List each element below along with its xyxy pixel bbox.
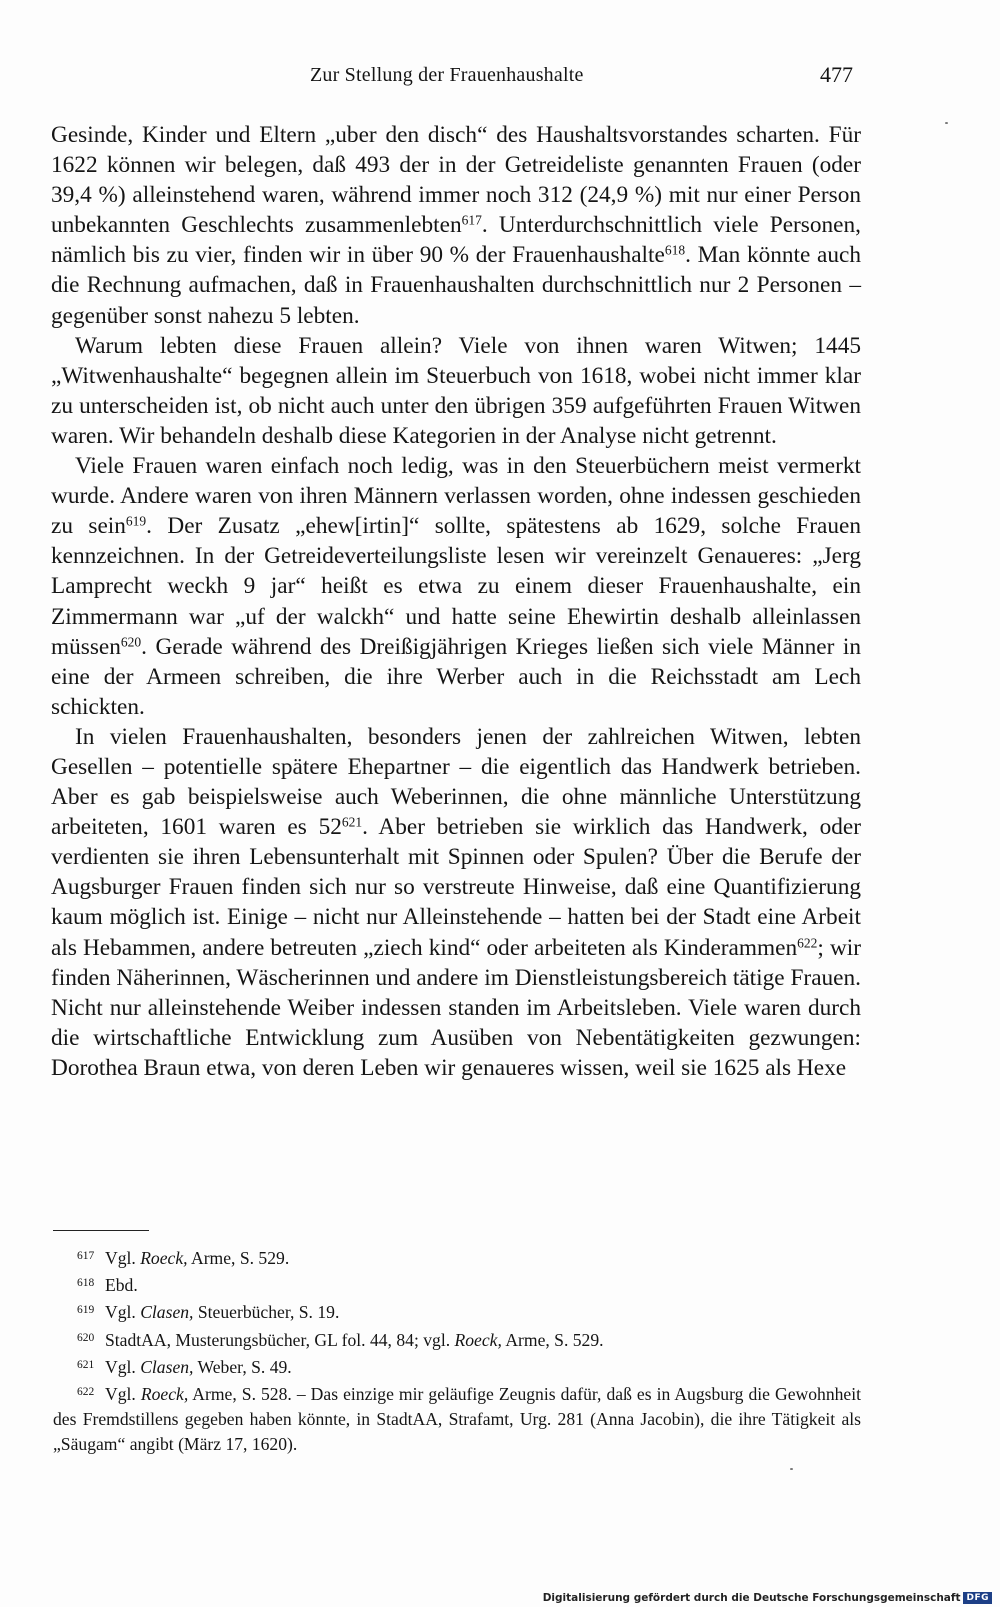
footnote-621: 621 Vgl. Clasen, Weber, S. 49. xyxy=(53,1353,861,1380)
paragraph-2: Warum lebten diese Frauen allein? Viele von ihnen waren Witwen; 1445 „Witwenhaushalte“ begegnen allein im Steuerbuch von 1618, wobei nicht immer klar zu unterscheiden ist, ob nicht auch unter den übrigen 359 aufgeführten Frauen Witwen waren. Wir behandeln deshalb diese Kategorien in der Analyse nicht getrennt. xyxy=(51,332,861,449)
footnotes xyxy=(53,1244,861,1458)
footnote-number: 618 xyxy=(77,1277,95,1290)
footnote-617: 617 Vgl. Roeck, Arme, S. 529. xyxy=(53,1244,861,1271)
running-head: Zur Stellung der Frauenhaushalte xyxy=(310,64,584,86)
footnote-number: 619 xyxy=(77,1304,95,1317)
footnote-ref-617[interactable]: 617 xyxy=(461,212,482,228)
footnote-separator xyxy=(53,1230,149,1231)
footnote-ref-620[interactable]: 620 xyxy=(120,634,142,650)
page-number: 477 xyxy=(820,62,853,87)
dfg-logo-icon: DFG xyxy=(963,1592,992,1604)
footnote-ref-621[interactable]: 621 xyxy=(341,814,363,830)
footnote-author: Roeck, xyxy=(454,1329,502,1350)
footnote-619: 619 Vgl. Clasen, Steuerbücher, S. 19. xyxy=(53,1298,861,1325)
footnote-ref-622[interactable]: 622 xyxy=(797,935,818,951)
footnote-number: 617 xyxy=(77,1250,95,1262)
credit-text: Digitalisierung gefördert durch die Deutsche Forschungsgemeinschaft xyxy=(542,1592,961,1604)
footnote-author: Roeck, xyxy=(140,1384,189,1405)
scan-speck xyxy=(790,1468,793,1470)
paragraph-1: Gesinde, Kinder und Eltern „uber den disch“ des Haushaltsvorstandes scharten. Für 1622 können wir belegen, daß 493 der in der Getreideliste genannten Frauen (oder 39,4 %) alleinstehend waren, während immer noch 312 (24,9 %) mit nur einer Person unbekannten Geschlechts zusammenlebten$^{617}$. Unterdurchschnittlich viele Personen, nämlich bis zu vier, finden wir in über 90 % der Frauenhaushalte$^{618}$. Man könnte auch die Rechnung aufmachen, daß in Frauenhaushalten durchschnittlich nur 2 Personen – gegenüber sonst nahezu 5 lebten. xyxy=(51,122,861,329)
footnote-author: Clasen, xyxy=(140,1356,194,1377)
footnote-620: 620 StadtAA, Musterungsbücher, GL fol. 44, 84; vgl. Roeck, Arme, S. 529. xyxy=(53,1326,861,1353)
paragraph-3: Viele Frauen waren einfach noch ledig, was in den Steuerbüchern meist vermerkt wurde. Andere waren von ihren Männern verlassen worden, ohne indessen geschieden zu sein$^{619}$. Der Zusatz „ehew[irtin]“ sollte, spätestens ab 1629, solche Frauen kennzeichnen. In der Getreideverteilungsliste lesen wir vereinzelt Genaueres: „Jerg Lamprecht weckh 9 jar“ heißt es etwa zu einem dieser Frauenhaushalte, ein Zimmermann war „uf der walckh“ und hatte seine Ehewirtin deshalb alleinlassen müssen$^{620}$. Gerade während des Dreißigjährigen Krieges ließen sich viele Männer in eine der Armeen schreiben, die ihre Werber auch in die Reichsstadt am Lech schickten. xyxy=(51,453,862,720)
paragraph-4: In vielen Frauenhaushalten, besonders jenen der zahlreichen Witwen, lebten Gesellen – potentielle spätere Ehepartner – die eigentlich das Handwerk betrieben. Aber es gab beispielsweise auch Weberinnen, die ohne männliche Unterstützung arbeiteten, 1601 waren es $52^{621}$. Aber betrieben sie wirklich das Handwerk, oder verdienten sie ihren Lebensunterhalt mit Spinnen oder Spulen? Über die Berufe der Augsburger Frauen finden sich nur so verstreute Hinweise, daß eine Quantifizierung kaum möglich ist. Einige – nicht nur Alleinstehende – hatten bei der Stadt eine Arbeit als Hebammen, andere betreuten „ziech kind“ oder arbeiteten als Kinderammen$^{622}$; wir finden Näherinnen, Wäscherinnen und andere im Dienstleistungsbereich tätige Frauen. Nicht nur alleinstehende Weiber indessen standen im Arbeitsleben. Viele waren durch die wirtschaftliche Entwicklung zum Ausüben von Nebentätigkeiten gezwungen: Dorothea Braun etwa, von deren Leben wir genaueres wissen, weil sie 1625 als Hexe xyxy=(51,723,861,1081)
footnote-number: 622 xyxy=(77,1386,95,1399)
footnote-618: 618 Ebd. xyxy=(53,1271,861,1298)
footnote-ref-618[interactable]: 618 xyxy=(664,242,686,258)
footnote-number: 621 xyxy=(77,1358,95,1371)
footnote-number: 620 xyxy=(77,1331,95,1344)
body-text xyxy=(51,120,861,1083)
footnote-author: Clasen, xyxy=(140,1302,194,1323)
digitization-credit xyxy=(543,1592,992,1604)
footnote-ref-619[interactable]: 619 xyxy=(125,513,147,529)
footnote-author: Roeck, xyxy=(140,1248,188,1268)
footnote-622: 622 Vgl. Roeck, Arme, S. 528. – Das einzige mir geläufige Zeugnis dafür, daß es in Augsburg die Gewohnheit des Fremdstillens gegeben haben könnte, in StadtAA, Strafamt, Urg. 281 (Anna Jacobin), die ihre Tätigkeit als „Säugam“ angibt (März 17, 1620). xyxy=(53,1380,861,1458)
scan-speck xyxy=(945,122,948,124)
